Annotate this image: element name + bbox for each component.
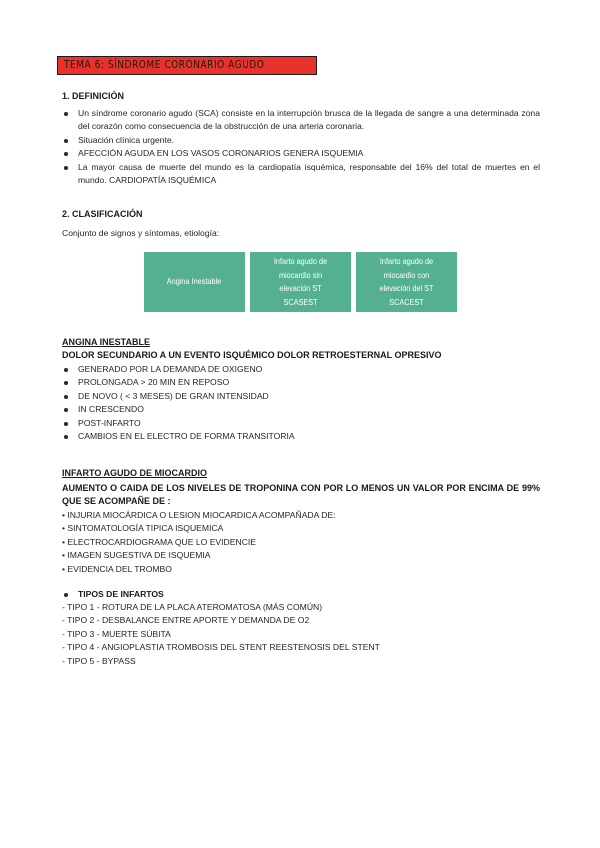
tipos-list — [62, 601, 380, 668]
classification-box-scasest — [250, 252, 351, 312]
list-item: POST-INFARTO — [62, 417, 532, 430]
list-item: - TIPO 2 - DESBALANCE ENTRE APORTE Y DEMANDA DE O2 — [62, 615, 310, 626]
box-label: Angina Inestable — [167, 276, 222, 287]
list-item: IN CRESCENDO — [62, 403, 532, 416]
section-heading-definicion: 1. DEFINICIÓN — [62, 91, 125, 101]
list-item: • ELECTROCARDIOGRAMA QUE LO EVIDENCIE — [62, 536, 257, 547]
definicion-list — [62, 107, 540, 187]
infarto-subheading: AUMENTO O CAIDA DE LOS NIVELES DE TROPONINA CON POR LO MENOS UN VALOR POR ENCIMA DE 99% QUE SE ACOMPAÑE DE : — [62, 483, 540, 507]
section-heading-clasificacion: 2. CLASIFICACIÓN — [62, 209, 143, 219]
angina-heading: ANGINA INESTABLE — [62, 337, 151, 347]
list-item: Un síndrome coronario agudo (SCA) consiste en la interrupción brusca de la llegada de sangre a una determinada zona del corazón como consecuencia de la obstrucción de una arteria coronaria. — [62, 107, 540, 134]
angina-list — [62, 363, 532, 443]
list-item: La mayor causa de muerte del mundo es la cardiopatía isquémica, responsable del 16% del total de muertes en el mundo. CARDIOPATÍA ISQUÉMICA — [62, 161, 540, 188]
infarto-heading: INFARTO AGUDO DE MIOCARDIO — [62, 468, 208, 478]
list-item: PROLONGADA > 20 MIN EN REPOSO — [62, 376, 532, 389]
tipos-heading-list — [62, 588, 164, 601]
title-banner — [57, 56, 317, 75]
angina-subheading: DOLOR SECUNDARIO A UN EVENTO ISQUÉMICO DOLOR RETROESTERNAL OPRESIVO — [62, 350, 442, 360]
list-item: • IMAGEN SUGESTIVA DE ISQUEMIA — [62, 550, 211, 561]
list-item: GENERADO POR LA DEMANDA DE OXIGENO — [62, 363, 532, 376]
list-item: • INJURIA MIOCÁRDICA O LESION MIOCARDICA ACOMPAÑADA DE: — [62, 510, 336, 520]
list-item: AFECCIÓN AGUDA EN LOS VASOS CORONARIOS GENERA ISQUEMIA — [62, 147, 540, 160]
list-item: • EVIDENCIA DEL TROMBO — [62, 563, 172, 574]
list-item: - TIPO 1 - ROTURA DE LA PLACA ATEROMATOSA (MÁS COMÚN) — [62, 602, 323, 612]
list-item: Situación clínica urgente. — [62, 134, 540, 147]
infarto-criteria-list — [62, 509, 336, 576]
classification-box-angina — [144, 252, 245, 312]
clasificacion-intro: Conjunto de signos y síntomas, etiología: — [62, 228, 220, 238]
tipos-heading: TIPOS DE INFARTOS — [62, 588, 164, 601]
list-item: DE NOVO ( < 3 MESES) DE GRAN INTENSIDAD — [62, 390, 532, 403]
list-item: - TIPO 5 - BYPASS — [62, 655, 136, 666]
box-label: Infarto agudo de miocardio con elevación del ST SCACEST — [379, 256, 434, 307]
classification-box-scacest — [356, 252, 457, 312]
page-title: TEMA 6: SÍNDROME CORONARIO AGUDO — [64, 59, 265, 71]
list-item: - TIPO 4 - ANGIOPLASTIA TROMBOSIS DEL STENT REESTENOSIS DEL STENT — [62, 642, 380, 653]
box-label: Infarto agudo de miocardio sin elevación ST SCASEST — [273, 256, 328, 307]
list-item: CAMBIOS EN EL ELECTRO DE FORMA TRANSITORIA — [62, 430, 532, 443]
list-item: • SINTOMATOLOGÍA TIPICA ISQUEMICA — [62, 523, 224, 534]
list-item: - TIPO 3 - MUERTE SÚBITA — [62, 628, 171, 639]
